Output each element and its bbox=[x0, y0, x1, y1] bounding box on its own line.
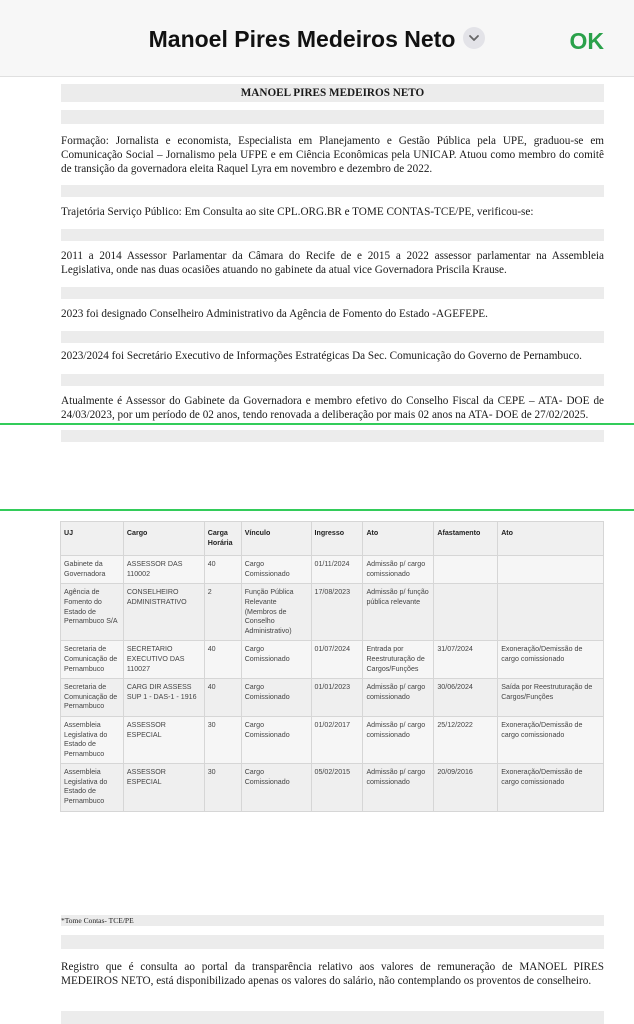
spacer-band bbox=[61, 185, 604, 197]
table-cell: 01/02/2017 bbox=[311, 716, 363, 763]
table-cell: 31/07/2024 bbox=[434, 641, 498, 679]
top-bar bbox=[0, 0, 634, 77]
table-cell: Cargo Comissionado bbox=[241, 716, 311, 763]
table-cell: Secretaria de Comunicação de Pernambuco bbox=[61, 641, 124, 679]
document-body bbox=[61, 84, 604, 442]
table-cell: 01/01/2023 bbox=[311, 679, 363, 717]
table-row bbox=[61, 556, 604, 584]
table-cell: 17/08/2023 bbox=[311, 584, 363, 641]
table-cell: 05/02/2015 bbox=[311, 764, 363, 811]
spacer-band bbox=[61, 331, 604, 343]
table-cell: Entrada por Reestruturação de Cargos/Funções bbox=[363, 641, 434, 679]
table-cell: ASSESSOR ESPECIAL bbox=[123, 764, 204, 811]
spacer-band bbox=[61, 430, 604, 442]
table-cell: ASSESSOR DAS 110002 bbox=[123, 556, 204, 584]
table-cell: 30/06/2024 bbox=[434, 679, 498, 717]
table-cell: Saída por Reestruturação de Cargos/Funções bbox=[498, 679, 604, 717]
ok-button[interactable]: OK bbox=[569, 28, 604, 54]
paragraph-trajetoria: Trajetória Serviço Público: Em Consulta ao site CPL.ORG.BR e TOME CONTAS-TCE/PE, verificou-se: bbox=[61, 205, 534, 218]
column-header: Carga Horária bbox=[204, 522, 241, 556]
spacer-band bbox=[61, 935, 604, 949]
paragraph-atualmente: Atualmente é Assessor do Gabinete da Governadora e membro efetivo do Conselho Fiscal da CEPE – ATA- DOE de 24/03/2023, por um período de 02 anos, tendo renovada a deliberação por mais 02 anos na ATA- DOE de 27/02/2025. bbox=[61, 394, 604, 421]
column-header: Vínculo bbox=[241, 522, 311, 556]
column-header: Ato bbox=[363, 522, 434, 556]
table-header-row bbox=[61, 522, 604, 556]
servidor-table bbox=[60, 521, 604, 812]
table-row bbox=[61, 584, 604, 641]
table-cell: Secretaria de Comunicação de Pernambuco bbox=[61, 679, 124, 717]
table-cell: Admissão p/ função pública relevante bbox=[363, 584, 434, 641]
table-cell: 20/09/2016 bbox=[434, 764, 498, 811]
table-cell: 40 bbox=[204, 679, 241, 717]
spacer-band bbox=[61, 1011, 604, 1024]
table-cell: 25/12/2022 bbox=[434, 716, 498, 763]
table-cell: CARG DIR ASSESS SUP 1 - DAS-1 - 1916 bbox=[123, 679, 204, 717]
table-cell: 30 bbox=[204, 764, 241, 811]
paragraph-formacao: Formação: Jornalista e economista, Especialista em Planejamento e Gestão Pública pela UPE, graduou-se em Comunicação Social – Jornalismo pela UFPE e em Ciência Econômicas pela UNICAP. Atuou como membro do comitê de transição da governadora eleita Raquel Lyra em novembro e dezembro de 2022. bbox=[61, 135, 604, 176]
table-cell: Cargo Comissionado bbox=[241, 641, 311, 679]
title-bar[interactable] bbox=[0, 26, 634, 53]
paragraph-2011-2014: 2011 a 2014 Assessor Parlamentar da Câmara do Recife de e 2015 a 2022 assessor parlamentar na Assembleia Legislativa, onde nas duas ocasiões atuando no gabinete da atual vice Governadora Priscila Krause. bbox=[61, 249, 604, 277]
table-cell bbox=[498, 584, 604, 641]
spacer-band bbox=[61, 287, 604, 299]
table-cell: Admissão p/ cargo comissionado bbox=[363, 764, 434, 811]
table-cell: Função Pública Relevante (Membros de Conselho Administrativo) bbox=[241, 584, 311, 641]
table-cell: 01/07/2024 bbox=[311, 641, 363, 679]
table-cell: 40 bbox=[204, 556, 241, 584]
table-cell: 30 bbox=[204, 716, 241, 763]
table-cell: CONSELHEIRO ADMINISTRATIVO bbox=[123, 584, 204, 641]
table-cell: Cargo Comissionado bbox=[241, 764, 311, 811]
table-cell bbox=[498, 556, 604, 584]
table-row bbox=[61, 716, 604, 763]
table-cell: SECRETARIO EXECUTIVO DAS 110027 bbox=[123, 641, 204, 679]
table-row bbox=[61, 679, 604, 717]
chevron-down-icon[interactable] bbox=[463, 27, 485, 49]
table-cell: Admissão p/ cargo comissionado bbox=[363, 679, 434, 717]
table-cell: Cargo Comissionado bbox=[241, 679, 311, 717]
column-header: Afastamento bbox=[434, 522, 498, 556]
paragraph-2023: 2023 foi designado Conselheiro Administrativo da Agência de Fomento do Estado -AGEFEPE. bbox=[61, 308, 488, 321]
table-cell: Admissão p/ cargo comissionado bbox=[363, 716, 434, 763]
table-cell: Admissão p/ cargo comissionado bbox=[363, 556, 434, 584]
spacer-band bbox=[61, 229, 604, 241]
document-heading: MANOEL PIRES MEDEIROS NETO bbox=[61, 84, 604, 102]
table-cell: Gabinete da Governadora bbox=[61, 556, 124, 584]
table-cell: Assembleia Legislativa do Estado de Pernambuco bbox=[61, 764, 124, 811]
table-row bbox=[61, 764, 604, 811]
selection-line-bottom bbox=[0, 509, 634, 511]
table-cell: Assembleia Legislativa do Estado de Pernambuco bbox=[61, 716, 124, 763]
table-row bbox=[61, 641, 604, 679]
spacer-band bbox=[61, 374, 604, 386]
selection-line-top bbox=[0, 423, 634, 425]
table-cell: ASSESSOR ESPECIAL bbox=[123, 716, 204, 763]
table-cell: Exoneração/Demissão de cargo comissionado bbox=[498, 641, 604, 679]
table-cell bbox=[434, 556, 498, 584]
table-cell: Exoneração/Demissão de cargo comissionado bbox=[498, 764, 604, 811]
table-cell: Agência de Fomento do Estado de Pernambuco S/A bbox=[61, 584, 124, 641]
document-title: Manoel Pires Medeiros Neto bbox=[148, 26, 456, 52]
column-header: Ato bbox=[498, 522, 604, 556]
column-header: Cargo bbox=[123, 522, 204, 556]
paragraph-registro: Registro que é consulta ao portal da transparência relativo aos valores de remuneração de MANOEL PIRES MEDEIROS NETO, está disponibilizado apenas os valores do salário, não contemplando os proventos de conselheiro. bbox=[61, 961, 604, 988]
column-header: UJ bbox=[61, 522, 124, 556]
table-cell: Cargo Comissionado bbox=[241, 556, 311, 584]
paragraph-2023-2024: 2023/2024 foi Secretário Executivo de Informações Estratégicas Da Sec. Comunicação do Governo de Pernambuco. bbox=[61, 350, 582, 363]
table-footnote: *Tome Contas- TCE/PE bbox=[61, 915, 604, 926]
table-cell bbox=[434, 584, 498, 641]
table-cell: 40 bbox=[204, 641, 241, 679]
table-cell: 01/11/2024 bbox=[311, 556, 363, 584]
table-cell: Exoneração/Demissão de cargo comissionado bbox=[498, 716, 604, 763]
table-cell: 2 bbox=[204, 584, 241, 641]
column-header: Ingresso bbox=[311, 522, 363, 556]
spacer-band bbox=[61, 110, 604, 124]
